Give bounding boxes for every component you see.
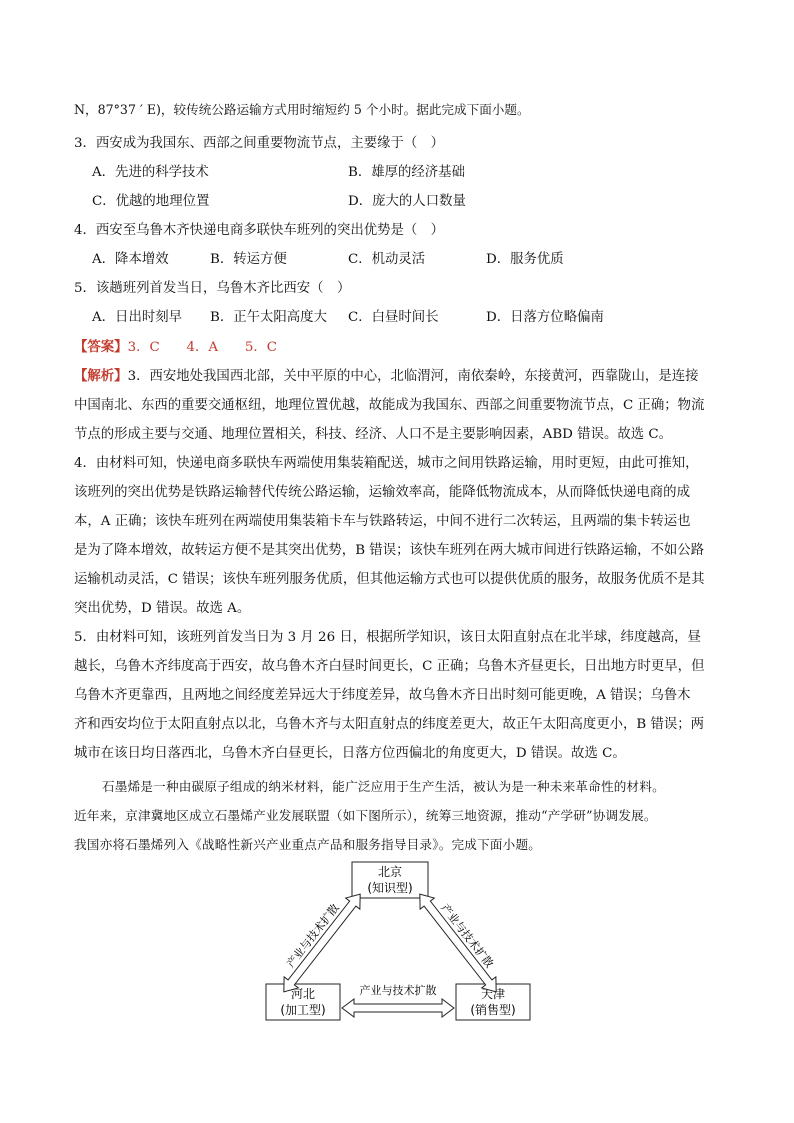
edge-label-hebei-tianjin: 产业与技术扩散 [359,984,437,997]
node-hebei-name: 河北 [290,987,316,1001]
question-3-option-d: D．庞大的人口数量 [348,194,466,209]
question-4-option-b: B．转运方便 [210,252,287,267]
node-tianjin-name: 天津 [480,987,506,1001]
analysis-line-13: 齐和西安均位于太阳直射点以北，乌鲁木齐与太阳直射点的纬度差更大，故正午太阳高度更小，B 错误；两 [74,717,705,732]
node-beijing [352,862,428,898]
question-3-option-c: C．优越的地理位置 [92,194,210,209]
analysis-line-2: 中国南北、东西的重要交通枢纽，地理位置优越，故能成为我国东、西部之间重要物流节点，C 正确；物流 [74,398,705,413]
analysis-line-7: 是为了降本增效，故转运方便不是其突出优势，B 错误；该快车班列在两大城市间进行铁路运输，不如公路 [74,543,705,558]
question-4-option-d: D．服务优质 [486,252,564,267]
node-beijing-type: (知识型) [367,881,413,895]
edge-label-beijing-hebei: 产业与技术扩散 [284,901,342,971]
intro-tail: N，87°37 ′ E)，较传统公路运输方式用时缩短约 5 个小时。据此完成下面小题。 [74,102,530,117]
question-5-option-d: D．日落方位略偏南 [486,310,604,325]
analysis-text-1: 3．西安地处我国西北部，关中平原的中心，北临渭河，南依秦岭，东接黄河，西靠陇山，是连接 [127,369,699,384]
arrow-beijing-tianjin [413,882,511,997]
arrow-beijing-hebei [269,882,367,997]
analysis-line-4: 4．由材料可知，快递电商多联快车两端使用集装箱配送，城市之间用铁路运输，用时更短，由此可推知， [74,456,699,471]
question-4-stem: 4．西安至乌鲁木齐快递电商多联快车班列的突出优势是（ ） [74,223,445,238]
material-line-3: 我国亦将石墨烯列入《战略性新兴产业重点产品和服务指导目录》。完成下面小题。 [74,837,542,852]
question-5-option-a: A．日出时刻早 [92,310,183,325]
analysis-line-12: 乌鲁木齐更靠西，且两地之间经度差异远大于纬度差异，故乌鲁木齐日出时刻可能更晚，A 错误；乌鲁木 [74,688,691,703]
analysis-line-9: 突出优势，D 错误。故选 A。 [74,601,251,616]
edge-label-beijing-tianjin: 产业与技术扩散 [438,901,496,971]
arrow-hebei-tianjin [342,983,454,1017]
material-line-1: 石墨烯是一种由碳原子组成的纳米材料，能广泛应用于生产生活，被认为是一种未来革命性的材料。 [102,779,665,794]
question-3-option-a: A．先进的科学技术 [92,165,209,180]
answer-label: 【答案】 [74,339,128,355]
question-3-stem: 3．西安成为我国东、西部之间重要物流节点，主要缘于（ ） [74,136,445,151]
question-5-option-c: C．白昼时间长 [348,310,439,325]
analysis-line-8: 运输机动灵活，C 错误；该快车班列服务优质，但其他运输方式也可以提供优质的服务，故服务优质不是其 [74,572,705,587]
node-tianjin-type: (销售型) [470,1003,516,1017]
analysis-line-3: 节点的形成主要与交通、地理位置相关，科技、经济、人口不是主要影响因素，ABD 错误。故选 C。 [74,427,673,442]
answer-text: 3．C 4．A 5．C [127,340,278,355]
node-beijing-name: 北京 [377,865,403,879]
analysis-line-6: 本，A 正确；该快车班列在两端使用集装箱卡车与铁路转运，中间不进行二次转运，且两端的集卡转运也 [74,514,691,529]
analysis-label: 【解析】 [74,368,128,384]
analysis-line-10: 5．由材料可知，该班列首发当日为 3 月 26 日，根据所学知识，该日太阳直射点在北半球，纬度越高，昼 [74,630,701,645]
question-4-option-c: C．机动灵活 [348,252,426,267]
question-4-option-a: A．降本增效 [92,252,169,267]
node-hebei-type: (加工型) [280,1003,326,1017]
question-5-option-b: B．正午太阳高度大 [210,310,327,325]
question-5-stem: 5．该趟班列首发当日，乌鲁木齐比西安（ ） [74,281,351,296]
node-hebei [266,984,340,1020]
analysis-line-5: 该班列的突出优势是铁路运输替代传统公路运输，运输效率高，能降低物流成本，从而降低快递电商的成 [74,485,690,500]
analysis-line-11: 越长，乌鲁木齐纬度高于西安，故乌鲁木齐白昼时间更长，C 正确；乌鲁木齐昼更长，日出地方时更早，但 [74,659,705,674]
analysis-line-14: 城市在该日均日落西北，乌鲁木齐白昼更长，日落方位西偏北的角度更大，D 错误。故选 C。 [74,746,626,761]
material-line-2: 近年来，京津冀地区成立石墨烯产业发展联盟（如下图所示），统筹三地资源，推动“产学研”协调发展。 [74,808,657,823]
question-3-option-b: B．雄厚的经济基础 [348,165,465,180]
